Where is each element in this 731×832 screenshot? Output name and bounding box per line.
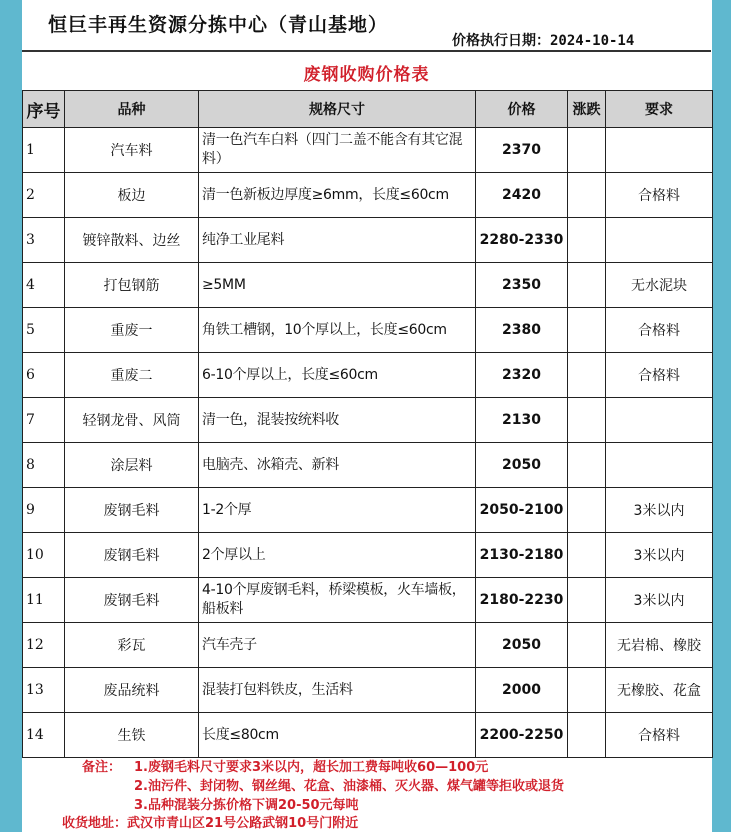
remark-line-3: 3.品种混装分拣价格下调20-50元每吨 [134, 798, 359, 813]
table-row [23, 398, 713, 443]
table-header-row [23, 91, 713, 128]
cell-trend [568, 218, 606, 263]
table-row [23, 578, 713, 623]
cell-price: 2000 [476, 668, 568, 713]
cell-spec: 角铁工槽钢，10个厚以上，长度≤60cm [199, 308, 476, 353]
cell-spec: 1-2个厚 [199, 488, 476, 533]
table-row [23, 308, 713, 353]
cell-req [606, 128, 713, 173]
cell-spec: ≥5MM [199, 263, 476, 308]
table-row [23, 668, 713, 713]
cell-price: 2180-2230 [476, 578, 568, 623]
cell-trend [568, 578, 606, 623]
cell-spec: 6-10个厚以上，长度≤60cm [199, 353, 476, 398]
cell-no: 2 [23, 173, 65, 218]
cell-name: 重废二 [65, 353, 199, 398]
cell-req: 合格料 [606, 308, 713, 353]
cell-name: 涂层料 [65, 443, 199, 488]
col-header-req: 要求 [606, 91, 713, 128]
table-title-bar [22, 50, 711, 92]
cell-name: 彩瓦 [65, 623, 199, 668]
cell-name: 打包钢筋 [65, 263, 199, 308]
date-value: 2024-10-14 [550, 33, 635, 49]
table-row [23, 173, 713, 218]
remark-label: 备注： [82, 760, 122, 775]
cell-spec: 混装打包料铁皮，生活料 [199, 668, 476, 713]
cell-name: 重废一 [65, 308, 199, 353]
company-name: 恒巨丰再生资源分拣中心（青山基地） [48, 14, 389, 36]
cell-no: 1 [23, 128, 65, 173]
cell-trend [568, 353, 606, 398]
cell-trend [568, 398, 606, 443]
cell-spec: 2个厚以上 [199, 533, 476, 578]
address-label: 收货地址： [62, 816, 128, 831]
col-header-trend: 涨跌 [568, 91, 606, 128]
cell-no: 8 [23, 443, 65, 488]
cell-spec: 电脑壳、冰箱壳、新料 [199, 443, 476, 488]
cell-spec: 清一色新板边厚度≥6mm，长度≤60cm [199, 173, 476, 218]
cell-name: 板边 [65, 173, 199, 218]
table-row [23, 443, 713, 488]
cell-no: 3 [23, 218, 65, 263]
table-row [23, 218, 713, 263]
cell-spec: 汽车壳子 [199, 623, 476, 668]
delivery-address [62, 812, 358, 831]
remarks [82, 758, 702, 815]
cell-price: 2200-2250 [476, 713, 568, 758]
cell-no: 4 [23, 263, 65, 308]
cell-req: 3米以内 [606, 578, 713, 623]
remark-line-2: 2.油污件、封闭物、钢丝绳、花盒、油漆桶、灭火器、煤气罐等拒收或退货 [134, 779, 564, 794]
cell-name: 镀锌散料、边丝 [65, 218, 199, 263]
cell-price: 2050 [476, 623, 568, 668]
cell-name: 废钢毛料 [65, 533, 199, 578]
cell-trend [568, 173, 606, 218]
table-row [23, 488, 713, 533]
cell-spec: 纯净工业尾料 [199, 218, 476, 263]
cell-trend [568, 623, 606, 668]
cell-no: 12 [23, 623, 65, 668]
cell-price: 2280-2330 [476, 218, 568, 263]
cell-price: 2350 [476, 263, 568, 308]
col-header-no: 序号 [23, 91, 65, 128]
cell-price: 2050-2100 [476, 488, 568, 533]
table-row [23, 623, 713, 668]
table-row [23, 128, 713, 173]
cell-name: 废品统料 [65, 668, 199, 713]
table-row [23, 533, 713, 578]
cell-price: 2370 [476, 128, 568, 173]
table-row [23, 713, 713, 758]
cell-trend [568, 128, 606, 173]
table-body [23, 128, 713, 758]
cell-name: 轻钢龙骨、风筒 [65, 398, 199, 443]
cell-no: 5 [23, 308, 65, 353]
cell-req: 合格料 [606, 353, 713, 398]
address-value: 武汉市青山区21号公路武钢10号门附近 [127, 816, 359, 831]
table-row [23, 263, 713, 308]
cell-trend [568, 308, 606, 353]
cell-req: 无橡胶、花盒 [606, 668, 713, 713]
cell-price: 2130 [476, 398, 568, 443]
remark-text-1: 1.废钢毛料尺寸要求3米以内，超长加工费每吨收60—100元 [134, 760, 489, 775]
cell-req [606, 443, 713, 488]
cell-trend [568, 668, 606, 713]
cell-no: 11 [23, 578, 65, 623]
table-row [23, 353, 713, 398]
cell-req [606, 398, 713, 443]
cell-req: 无水泥块 [606, 263, 713, 308]
cell-name: 生铁 [65, 713, 199, 758]
cell-req: 无岩棉、橡胶 [606, 623, 713, 668]
table-title: 废钢收购价格表 [303, 64, 430, 85]
cell-spec: 清一色，混装按统料收 [199, 398, 476, 443]
col-header-name: 品种 [65, 91, 199, 128]
cell-no: 10 [23, 533, 65, 578]
cell-price: 2420 [476, 173, 568, 218]
cell-price: 2380 [476, 308, 568, 353]
cell-trend [568, 488, 606, 533]
col-header-spec: 规格尺寸 [199, 91, 476, 128]
cell-spec: 长度≤80cm [199, 713, 476, 758]
cell-trend [568, 263, 606, 308]
cell-no: 14 [23, 713, 65, 758]
cell-no: 7 [23, 398, 65, 443]
cell-no: 13 [23, 668, 65, 713]
cell-price: 2130-2180 [476, 533, 568, 578]
cell-name: 废钢毛料 [65, 578, 199, 623]
cell-req [606, 218, 713, 263]
cell-req: 3米以内 [606, 488, 713, 533]
cell-req: 合格料 [606, 173, 713, 218]
cell-no: 9 [23, 488, 65, 533]
cell-trend [568, 533, 606, 578]
cell-price: 2320 [476, 353, 568, 398]
cell-spec: 清一色汽车白料（四门二盖不能含有其它混料） [199, 128, 476, 173]
cell-price: 2050 [476, 443, 568, 488]
cell-req: 合格料 [606, 713, 713, 758]
cell-trend [568, 443, 606, 488]
price-table [22, 90, 713, 758]
cell-no: 6 [23, 353, 65, 398]
cell-spec: 4-10个厚废钢毛料，桥梁模板，火车墙板，船板料 [199, 578, 476, 623]
cell-name: 废钢毛料 [65, 488, 199, 533]
cell-req: 3米以内 [606, 533, 713, 578]
effective-date [452, 30, 634, 50]
cell-name: 汽车料 [65, 128, 199, 173]
remark-line-1 [82, 758, 702, 777]
date-label: 价格执行日期： [452, 33, 550, 49]
cell-trend [568, 713, 606, 758]
col-header-price: 价格 [476, 91, 568, 128]
